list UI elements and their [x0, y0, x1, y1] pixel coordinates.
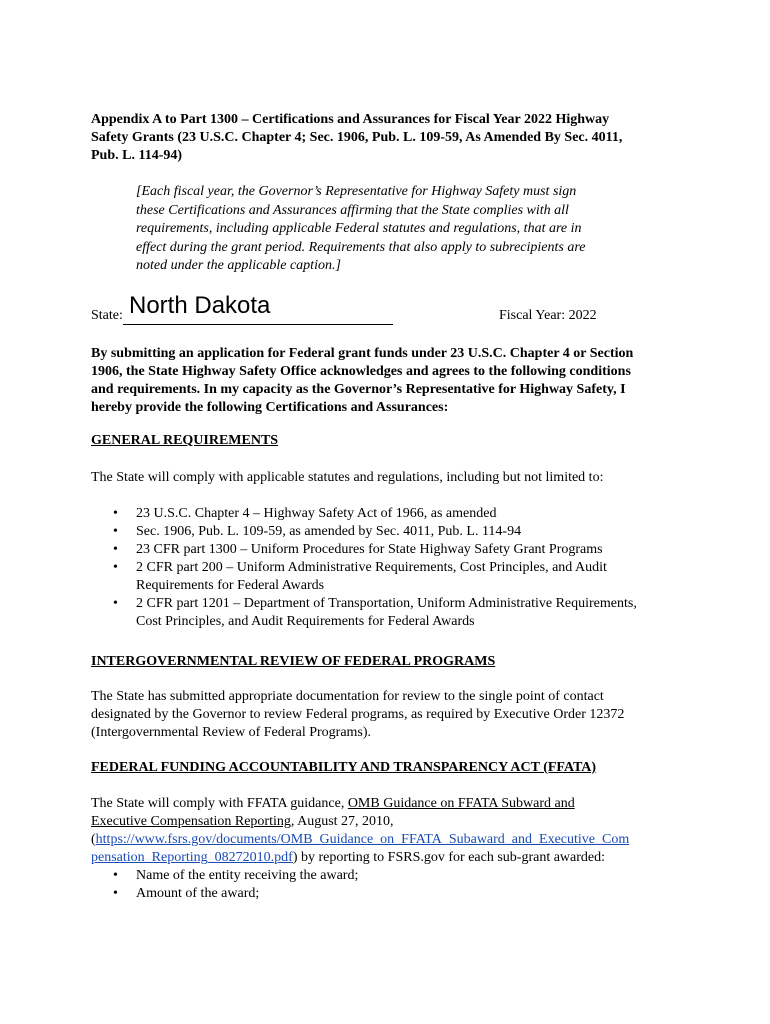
paragraph-line: designated by the Governor to review Federal programs, as required by Executive Order 12372	[91, 707, 625, 722]
general-requirements-text	[91, 469, 691, 487]
state-field-line	[123, 324, 393, 325]
note-line: these Certifications and Assurances affirming that the State complies with all	[136, 202, 569, 218]
list-item	[91, 523, 691, 541]
intergovernmental-review-heading: INTERGOVERNMENTAL REVIEW OF FEDERAL PROGRAMS	[91, 654, 496, 669]
general-requirements-heading: GENERAL REQUIREMENTS	[91, 433, 279, 448]
paragraph-line	[91, 831, 691, 849]
ffata-text	[91, 795, 691, 867]
state-fiscal-row	[91, 292, 691, 328]
list-item-line: 23 CFR part 1300 – Uniform Procedures for State Highway Safety Grant Programs	[136, 542, 603, 557]
instruction-note	[136, 183, 656, 276]
title-line: Pub. L. 114-94)	[91, 148, 183, 163]
intro-line: hereby provide the following Certifications and Assurances:	[91, 400, 449, 415]
omb-guidance-link[interactable]: Executive Compensation Reporting	[91, 814, 291, 829]
list-item	[91, 559, 691, 595]
omb-guidance-link[interactable]: OMB Guidance on FFATA Subward and	[347, 796, 575, 811]
ffata-date-text: , August 27, 2010,	[290, 814, 394, 829]
general-requirements-list	[91, 505, 691, 631]
list-item	[91, 595, 691, 631]
list-item-line: Cost Principles, and Audit Requirements for Federal Awards	[136, 614, 475, 629]
note-line: requirements, including applicable Federal statutes and regulations, that are in	[136, 221, 582, 236]
note-line: effect during the grant period. Requirements that also apply to subrecipients are	[136, 239, 586, 255]
note-line: [Each fiscal year, the Governor’s Representative for Highway Safety must sign	[136, 184, 577, 199]
note-line: noted under the applicable caption.]	[136, 258, 341, 273]
bullet-icon: •	[113, 868, 118, 883]
ffata-text-start: The State will comply with FFATA guidance,	[91, 796, 348, 811]
document-title	[91, 111, 681, 165]
intro-line: and requirements. In my capacity as the Governor’s Representative for Highway Safety, I	[91, 382, 626, 397]
list-item	[91, 867, 691, 885]
title-line: Appendix A to Part 1300 – Certifications and Assurances for Fiscal Year 2022 Highway	[91, 112, 610, 127]
ffata-list	[91, 867, 691, 903]
fiscal-year-label: Fiscal Year: 2022	[499, 308, 597, 323]
bullet-icon: •	[113, 596, 118, 611]
bullet-icon: •	[113, 506, 118, 521]
title-line: Safety Grants (23 U.S.C. Chapter 4; Sec. 1906, Pub. L. 109-59, As Amended By Sec. 4011,	[91, 130, 623, 145]
state-label: State:	[91, 308, 123, 323]
list-item	[91, 885, 691, 903]
list-item	[91, 505, 691, 523]
intro-line: 1906, the State Highway Safety Office acknowledges and agrees to the following conditions	[91, 364, 631, 379]
intro-line: By submitting an application for Federal grant funds under 23 U.S.C. Chapter 4 or Section	[91, 346, 634, 361]
bullet-icon: •	[113, 560, 118, 575]
paragraph-line	[91, 849, 691, 867]
list-item-line: Requirements for Federal Awards	[136, 578, 325, 593]
state-field[interactable]: North Dakota	[129, 292, 271, 319]
list-item-line: Sec. 1906, Pub. L. 109-59, as amended by Sec. 4011, Pub. L. 114-94	[136, 524, 522, 539]
paren-open: (	[91, 832, 96, 847]
paragraph-line: (Intergovernmental Review of Federal Programs).	[91, 725, 372, 740]
intro-paragraph	[91, 345, 681, 417]
fsrs-url-link[interactable]: https://www.fsrs.gov/documents/OMB_Guidance_on_FFATA_Subaward_and_Executive_Com	[95, 832, 630, 847]
ffata-text-end: ) by reporting to FSRS.gov for each sub-grant awarded:	[292, 850, 606, 865]
list-item-line: 23 U.S.C. Chapter 4 – Highway Safety Act of 1966, as amended	[136, 506, 497, 521]
ffata-heading: FEDERAL FUNDING ACCOUNTABILITY AND TRANSPARENCY ACT (FFATA)	[91, 760, 597, 775]
paragraph-line	[91, 795, 691, 813]
list-item-line: 2 CFR part 200 – Uniform Administrative Requirements, Cost Principles, and Audit	[136, 560, 607, 575]
paragraph-line	[91, 813, 691, 831]
list-item-line: 2 CFR part 1201 – Department of Transportation, Uniform Administrative Requirements,	[136, 596, 637, 611]
paragraph-line: The State will comply with applicable statutes and regulations, including but not limited to:	[91, 470, 604, 485]
bullet-icon: •	[113, 524, 118, 539]
bullet-icon: •	[113, 542, 118, 557]
bullet-icon: •	[113, 886, 118, 901]
paragraph-line: The State has submitted appropriate documentation for review to the single point of contact	[91, 689, 604, 704]
list-item-line: Name of the entity receiving the award;	[136, 868, 359, 883]
list-item	[91, 541, 691, 559]
list-item-line: Amount of the award;	[136, 886, 260, 901]
intergovernmental-review-text	[91, 688, 691, 742]
fsrs-url-link[interactable]: pensation_Reporting_08272010.pdf	[91, 850, 293, 865]
